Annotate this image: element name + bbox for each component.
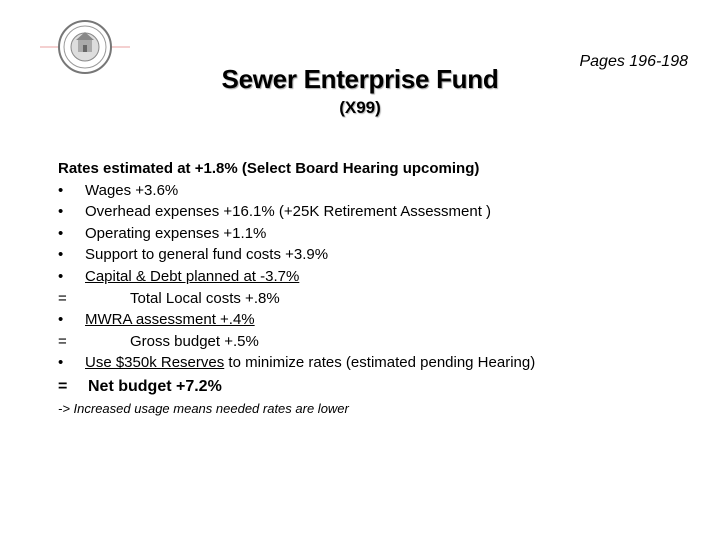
list-item-overhead	[58, 201, 698, 223]
bullet-marker: •	[58, 267, 64, 285]
rates-heading: Rates estimated at +1.8% (Select Board Hearing upcoming)	[58, 160, 480, 177]
total-local-costs	[58, 288, 698, 310]
item-text: Total Local costs +.8%	[130, 289, 280, 307]
equals-marker: =	[58, 332, 67, 350]
bullet-marker: •	[58, 203, 64, 221]
gross-budget	[58, 331, 698, 353]
list-item-operating	[58, 223, 698, 245]
list-item-wages	[58, 180, 698, 202]
item-text: Net budget +7.2%	[88, 377, 222, 395]
equals-marker: =	[58, 289, 67, 307]
item-text: Use $350k Reserves	[85, 354, 225, 372]
list-item-mwra	[58, 309, 698, 331]
item-text: MWRA assessment +.4%	[85, 311, 255, 329]
budget-summary	[58, 158, 698, 418]
usage-note: -> Increased usage means needed rates are lower	[58, 400, 349, 416]
item-text: Wages +3.6%	[85, 181, 179, 199]
item-text: Capital & Debt planned at -3.7%	[85, 267, 300, 285]
item-text: Gross budget +.5%	[130, 332, 259, 350]
list-item-reserves	[58, 352, 698, 374]
item-text: Overhead expenses +16.1% (+25K Retirement Assessment )	[85, 203, 492, 221]
page-reference: Pages 196-198	[579, 53, 688, 70]
item-text: Operating expenses +1.1%	[85, 224, 267, 242]
page-subtitle: (X99)	[339, 98, 381, 117]
bullet-marker: •	[58, 224, 64, 242]
item-text-suffix: to minimize rates (estimated pending Hearing)	[224, 354, 536, 372]
bullet-marker: •	[58, 246, 64, 264]
bullet-marker: •	[58, 181, 64, 199]
bullet-marker: •	[58, 311, 64, 329]
bullet-marker: •	[58, 354, 64, 372]
list-item-general-fund	[58, 244, 698, 266]
net-budget	[58, 374, 698, 400]
equals-marker: =	[58, 377, 68, 395]
page-title: Sewer Enterprise Fund	[221, 64, 499, 94]
list-item-capital-debt	[58, 266, 698, 288]
item-text: Support to general fund costs +3.9%	[85, 246, 329, 264]
